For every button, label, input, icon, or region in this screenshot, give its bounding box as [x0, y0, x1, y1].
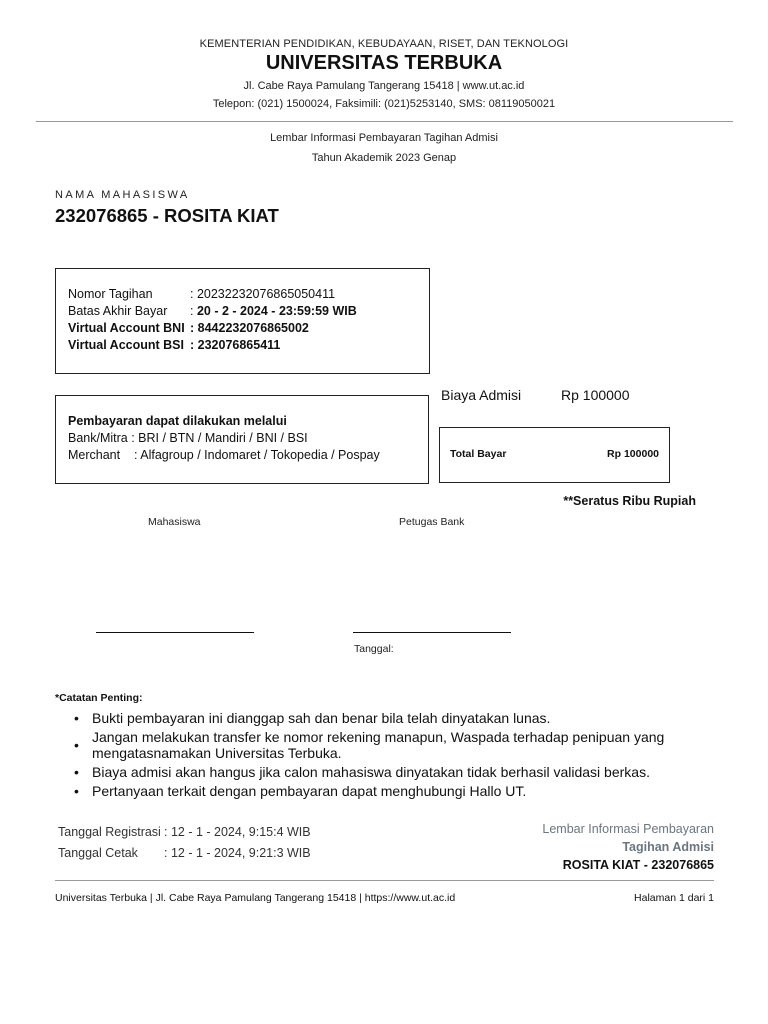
note-text: Biaya admisi akan hangus jika calon mahasiswa dinyatakan tidak berhasil validasi berkas.	[92, 764, 650, 780]
header-divider	[36, 121, 733, 122]
note-text: Bukti pembayaran ini dianggap sah dan benar bila telah dinyatakan lunas.	[92, 710, 551, 726]
document-title: Lembar Informasi Pembayaran Tagihan Admisi	[270, 132, 498, 144]
registration-date-value: : 12 - 1 - 2024, 9:15:4 WIB	[164, 825, 311, 839]
print-date-label: Tanggal Cetak	[58, 846, 138, 860]
total-in-words: **Seratus Ribu Rupiah	[563, 494, 696, 508]
print-date-row	[58, 846, 311, 860]
student-signature-label: Mahasiswa	[148, 516, 201, 528]
note-item	[72, 764, 712, 780]
university-contact: Telepon: (021) 1500024, Faksimili: (021)5253140, SMS: 08119050021	[212, 98, 556, 110]
payment-methods-box	[55, 395, 429, 484]
payment-methods-bank: Bank/Mitra : BRI / BTN / Mandiri / BNI / BSI	[68, 431, 308, 445]
ministry-name: KEMENTERIAN PENDIDIKAN, KEBUDAYAAN, RISET, DAN TEKNOLOGI	[199, 38, 569, 50]
fee-label: Biaya Admisi	[441, 387, 522, 403]
nomor-tagihan-label: Nomor Tagihan	[68, 287, 153, 301]
notes-title: *Catatan Penting:	[55, 692, 143, 704]
student-name-label: NAMA MAHASISWA	[55, 189, 190, 201]
page-number: Halaman 1 dari 1	[634, 892, 714, 904]
bullet-icon: •	[74, 764, 79, 780]
bullet-icon: •	[74, 710, 79, 726]
payment-methods-merchant: Merchant : Alfagroup / Indomaret / Tokopedia / Pospay	[68, 448, 380, 462]
batas-akhir-separator: :	[190, 304, 197, 318]
fee-value: Rp 100000	[561, 387, 630, 403]
summary-title: Lembar Informasi Pembayaran	[542, 822, 714, 836]
student-signature-line	[96, 632, 254, 633]
total-label: Total Bayar	[450, 448, 507, 460]
academic-year: Tahun Akademik 2023 Genap	[311, 152, 457, 164]
billing-info-box	[55, 268, 430, 374]
summary-subtitle: Tagihan Admisi	[622, 840, 714, 854]
student-name-value: 232076865 - ROSITA KIAT	[55, 205, 279, 226]
note-item	[72, 729, 712, 761]
footer-address: Universitas Terbuka | Jl. Cabe Raya Pamulang Tangerang 15418 | https://www.ut.ac.id	[55, 892, 456, 904]
batas-akhir-row	[68, 304, 357, 318]
university-name: UNIVERSITAS TERBUKA	[265, 52, 503, 74]
batas-akhir-value: 20 - 2 - 2024 - 23:59:59 WIB	[196, 304, 357, 318]
bullet-icon: •	[74, 737, 79, 753]
registration-date-row	[58, 825, 311, 839]
bank-signature-line	[353, 632, 511, 633]
va-bni-value: : 8442232076865002	[190, 321, 309, 335]
summary-student: ROSITA KIAT - 232076865	[562, 858, 714, 872]
va-bsi-value: : 232076865411	[190, 338, 281, 352]
signature-date-label: Tanggal:	[354, 643, 394, 655]
nomor-tagihan-row	[68, 287, 335, 301]
va-bsi-label: Virtual Account BSI	[68, 338, 184, 352]
va-bni-label: Virtual Account BNI	[68, 321, 185, 335]
footer-divider	[55, 880, 714, 881]
note-text: Pertanyaan terkait dengan pembayaran dapat menghubungi Hallo UT.	[92, 783, 527, 799]
note-text: Jangan melakukan transfer ke nomor rekening manapun, Waspada terhadap penipuan yang mengatasnamakan Universitas Terbuka.	[92, 729, 665, 761]
bank-signature-label: Petugas Bank	[399, 516, 465, 528]
note-item	[72, 710, 712, 726]
total-value: Rp 100000	[607, 448, 659, 460]
payment-methods-title: Pembayaran dapat dilakukan melalui	[68, 414, 287, 428]
bullet-icon: •	[74, 783, 79, 799]
nomor-tagihan-value: : 20232232076865050411	[190, 287, 336, 301]
note-item	[72, 783, 712, 799]
university-address: Jl. Cabe Raya Pamulang Tangerang 15418 | www.ut.ac.id	[243, 80, 525, 92]
total-box	[439, 427, 670, 483]
batas-akhir-label: Batas Akhir Bayar	[68, 304, 168, 318]
va-bni-row	[68, 321, 309, 335]
registration-date-label: Tanggal Registrasi	[58, 825, 161, 839]
notes-list	[72, 710, 712, 802]
va-bsi-row	[68, 338, 280, 352]
print-date-value: : 12 - 1 - 2024, 9:21:3 WIB	[164, 846, 311, 860]
